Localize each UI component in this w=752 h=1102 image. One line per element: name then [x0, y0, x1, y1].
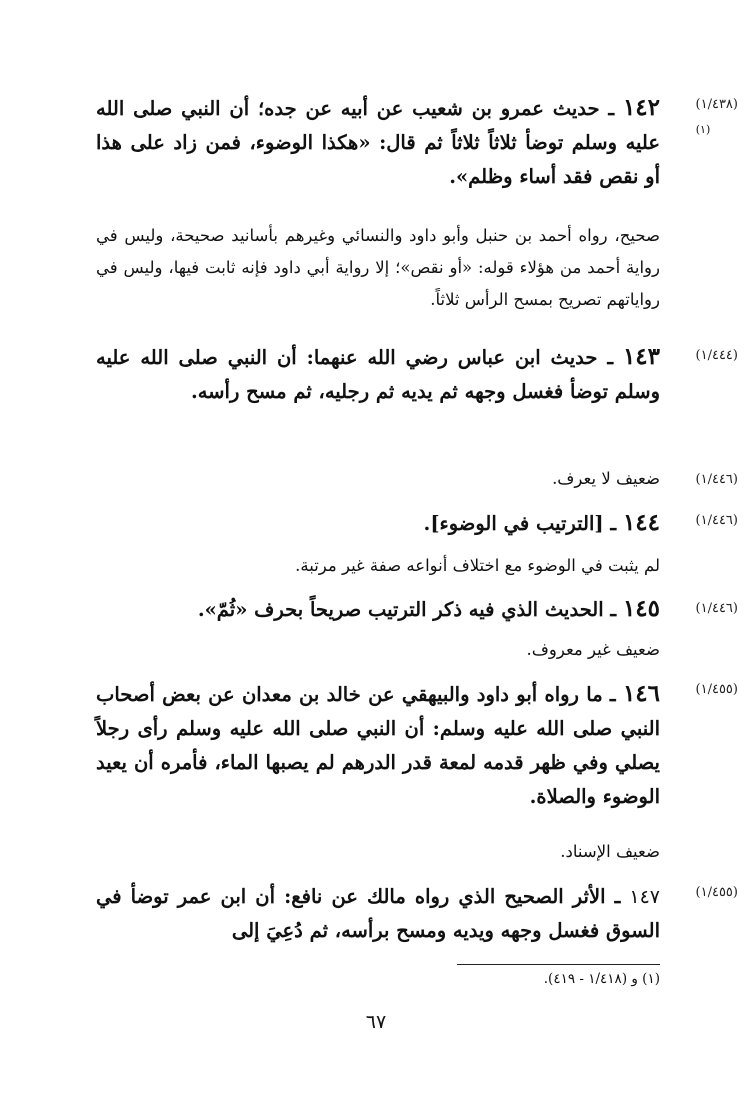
hadith-text [96, 91, 660, 194]
grading-comment: ضعيف لا يعرف. [552, 469, 660, 488]
grading-comment: ضعيف الإسناد. [560, 842, 660, 861]
page-number: ٦٧ [365, 1011, 387, 1033]
hadith-number: ١٤٢ [622, 94, 660, 121]
volume-page-reference: (١/٤٥٥) [695, 885, 738, 900]
footnote: (١) و (١/٤١٨ - ٤١٩). [543, 971, 660, 987]
hadith-number: ١٤٤ [622, 509, 660, 536]
hadith-text [96, 506, 660, 541]
hadith-heading: ـ الحديث الذي فيه ذكر الترتيب صريحاً بحرف «ثُمّ». [197, 598, 623, 621]
hadith-number: ١٤٦ [622, 680, 660, 707]
grading-comment: صحيح، رواه أحمد بن حنبل وأبو داود والنسائي وغيرهم بأسانيد صحيحة، وليس في رواية أحمد من هؤلاء قوله: «أو نقص»؛ إلا رواية أبي داود فإنه ثابت فيها، وليس في رواياتهم تصريح بمسح الرأس ثلاثاً. [96, 226, 660, 309]
volume-page-reference: (١/٤٤٦) [695, 472, 738, 487]
volume-page-reference: (١/٤٥٥) [695, 682, 738, 697]
hadith-heading: ـ الأثر الصحيح الذي رواه مالك عن نافع: أن ابن عمر توضأ في السوق فغسل وجهه ويديه ومسح برأسه، ثم دُعِيَ إلى [96, 885, 660, 942]
volume-page-reference: (١/٤٤٤) [695, 348, 738, 363]
hadith-text [96, 677, 660, 814]
hadith-text [96, 340, 660, 409]
hadith-heading: ـ ما رواه أبو داود والبيهقي عن خالد بن معدان عن بعض أصحاب النبي صلى الله عليه وسلم: أن النبي صلى الله عليه وسلم رأى رجلاً يصلي وفي ظهر قدمه لمعة قدر الدرهم لم يصبها الماء، فأمره أن يعيد الوضوء والصلاة. [96, 683, 660, 808]
volume-page-reference: (١/٤٤٦) [695, 513, 738, 528]
hadith-number: ١٤٣ [622, 343, 660, 370]
hadith-text [96, 880, 660, 948]
grading-comment: لم يثبت في الوضوء مع اختلاف أنواعه صفة غير مرتبة. [295, 556, 660, 575]
grading-comment: ضعيف غير معروف. [526, 640, 660, 659]
footnote-marker: (١) [695, 123, 711, 136]
hadith-heading: ـ حديث عمرو بن شعيب عن أبيه عن جده؛ أن النبي صلى الله عليه وسلم توضأ ثلاثاً ثلاثاً ثم قال: «هكذا الوضوء، فمن زاد على هذا أو نقص فقد أساء وظلم». [96, 97, 660, 188]
volume-page-reference: (١/٤٤٦) [695, 601, 738, 616]
hadith-heading: ـ حديث ابن عباس رضي الله عنهما: أن النبي صلى الله عليه وسلم توضأ فغسل وجهه ثم يديه ثم رجليه، ثم مسح رأسه. [96, 346, 660, 403]
hadith-number: ١٤٥ [622, 595, 660, 622]
hadith-heading: ـ [الترتيب في الوضوء]. [423, 512, 623, 535]
hadith-number: ١٤٧ [629, 886, 660, 908]
hadith-text [96, 592, 660, 627]
volume-page-reference: (١/٤٣٨) [695, 97, 738, 112]
footnote-separator [457, 964, 660, 965]
